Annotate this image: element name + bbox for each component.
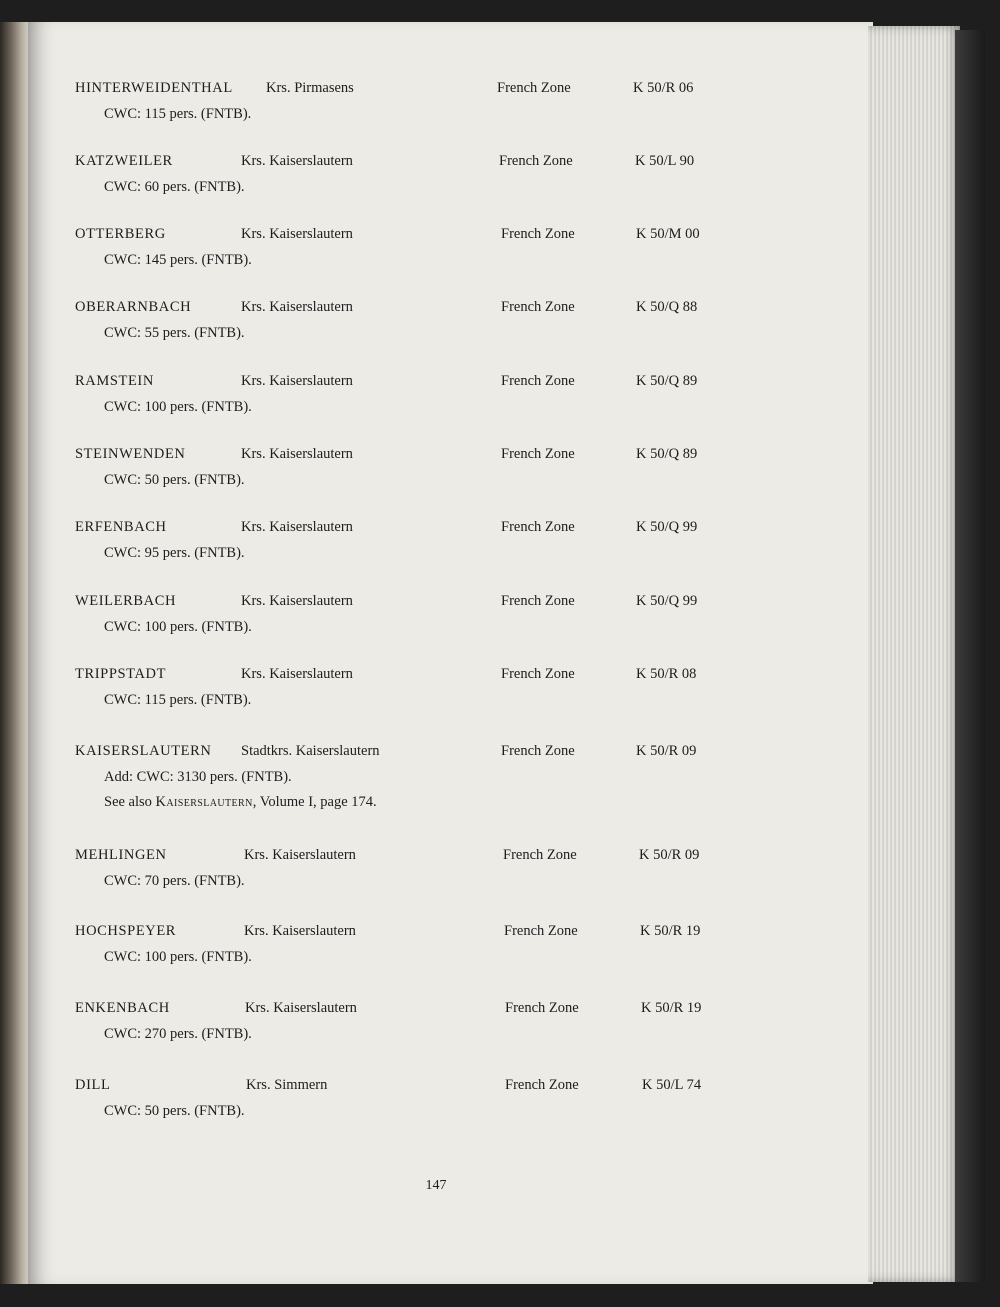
zone: French Zone [501, 593, 575, 609]
district: Krs. Kaiserslautern [244, 847, 356, 863]
cwc-line: CWC: 60 pers. (FNTB). [104, 179, 245, 195]
grid-reference: K 50/R 09 [639, 847, 700, 863]
cwc-line: CWC: 100 pers. (FNTB). [104, 949, 252, 965]
see-also-prefix: See also [104, 794, 152, 810]
cwc-line: CWC: 145 pers. (FNTB). [104, 252, 252, 268]
book-binding [0, 22, 30, 1284]
entry-hochspeyer [75, 921, 775, 968]
place-name: ENKENBACH [75, 1000, 170, 1016]
cwc-line: CWC: 100 pers. (FNTB). [104, 399, 252, 415]
cwc-line: CWC: 270 pers. (FNTB). [104, 1026, 252, 1042]
entry-hinterweidenthal [75, 78, 775, 125]
zone: French Zone [497, 80, 571, 96]
cwc-line: Add: CWC: 3130 pers. (FNTB). [104, 769, 292, 785]
place-name: ERFENBACH [75, 519, 167, 535]
district: Krs. Kaiserslautern [241, 519, 353, 535]
place-name: STEINWENDEN [75, 446, 186, 462]
entry-weilerbach [75, 591, 775, 638]
district: Krs. Pirmasens [266, 80, 354, 96]
grid-reference: K 50/Q 89 [636, 446, 698, 462]
district: Krs. Kaiserslautern [244, 923, 356, 939]
district: Krs. Kaiserslautern [245, 1000, 357, 1016]
place-name: RAMSTEIN [75, 373, 154, 389]
grid-reference: K 50/Q 89 [636, 373, 698, 389]
grid-reference: K 50/L 74 [642, 1077, 702, 1093]
place-name: TRIPPSTADT [75, 666, 167, 682]
grid-reference: K 50/Q 99 [636, 593, 698, 609]
zone: French Zone [505, 1000, 579, 1016]
zone: French Zone [501, 743, 575, 759]
place-name: KATZWEILER [75, 153, 173, 169]
zone: French Zone [501, 373, 575, 389]
cwc-line: CWC: 115 pers. (FNTB). [104, 106, 252, 122]
place-name: HOCHSPEYER [75, 923, 177, 939]
entry-oberarnbach [75, 297, 775, 344]
district: Krs. Kaiserslautern [241, 373, 353, 389]
place-name: OBERARNBACH [75, 299, 192, 315]
grid-reference: K 50/R 19 [640, 923, 701, 939]
district: Stadtkrs. Kaiserslautern [241, 743, 380, 759]
book-cover [955, 30, 985, 1282]
entry-ramstein [75, 371, 775, 418]
page-number: 147 [425, 1178, 447, 1193]
place-name: MEHLINGEN [75, 847, 167, 863]
place-name: HINTERWEIDENTHAL [75, 80, 233, 96]
entry-erfenbach [75, 517, 775, 564]
district: Krs. Kaiserslautern [241, 226, 353, 242]
cwc-line: CWC: 55 pers. (FNTB). [104, 325, 245, 341]
zone: French Zone [501, 299, 575, 315]
entry-enkenbach [75, 998, 775, 1045]
zone: French Zone [499, 153, 573, 169]
entry-kaiserslautern [75, 741, 775, 813]
grid-reference: K 50/R 08 [636, 666, 697, 682]
entry-mehlingen [75, 845, 775, 892]
cwc-line: CWC: 100 pers. (FNTB). [104, 619, 252, 635]
see-also-note [104, 792, 775, 813]
entry-steinwenden [75, 444, 775, 491]
grid-reference: K 50/M 00 [636, 226, 700, 242]
district: Krs. Kaiserslautern [241, 593, 353, 609]
grid-reference: K 50/Q 88 [636, 299, 698, 315]
grid-reference: K 50/R 06 [633, 80, 694, 96]
place-name: DILL [75, 1077, 111, 1093]
place-name: KAISERSLAUTERN [75, 743, 212, 759]
zone: French Zone [503, 847, 577, 863]
entry-otterberg [75, 224, 775, 271]
cwc-line: CWC: 95 pers. (FNTB). [104, 545, 245, 561]
page-edges [868, 26, 960, 1282]
zone: French Zone [504, 923, 578, 939]
district: Krs. Kaiserslautern [241, 299, 353, 315]
cwc-line: CWC: 115 pers. (FNTB). [104, 692, 252, 708]
district: Krs. Simmern [246, 1077, 328, 1093]
zone: French Zone [501, 226, 575, 242]
place-name: WEILERBACH [75, 593, 177, 609]
entry-dill [75, 1075, 775, 1122]
grid-reference: K 50/L 90 [635, 153, 695, 169]
place-name: OTTERBERG [75, 226, 166, 242]
grid-reference: K 50/R 19 [641, 1000, 702, 1016]
district: Krs. Kaiserslautern [241, 666, 353, 682]
zone: French Zone [501, 446, 575, 462]
see-also-suffix: , Volume I, page 174. [252, 794, 377, 810]
district: Krs. Kaiserslautern [241, 153, 353, 169]
zone: French Zone [501, 519, 575, 535]
zone: French Zone [501, 666, 575, 682]
see-also-reference: Kaiserslautern [155, 794, 253, 810]
entry-trippstadt [75, 664, 775, 711]
grid-reference: K 50/Q 99 [636, 519, 698, 535]
district: Krs. Kaiserslautern [241, 446, 353, 462]
cwc-line: CWC: 50 pers. (FNTB). [104, 472, 245, 488]
zone: French Zone [505, 1077, 579, 1093]
entry-katzweiler [75, 151, 775, 198]
cwc-line: CWC: 70 pers. (FNTB). [104, 873, 245, 889]
cwc-line: CWC: 50 pers. (FNTB). [104, 1103, 245, 1119]
grid-reference: K 50/R 09 [636, 743, 697, 759]
